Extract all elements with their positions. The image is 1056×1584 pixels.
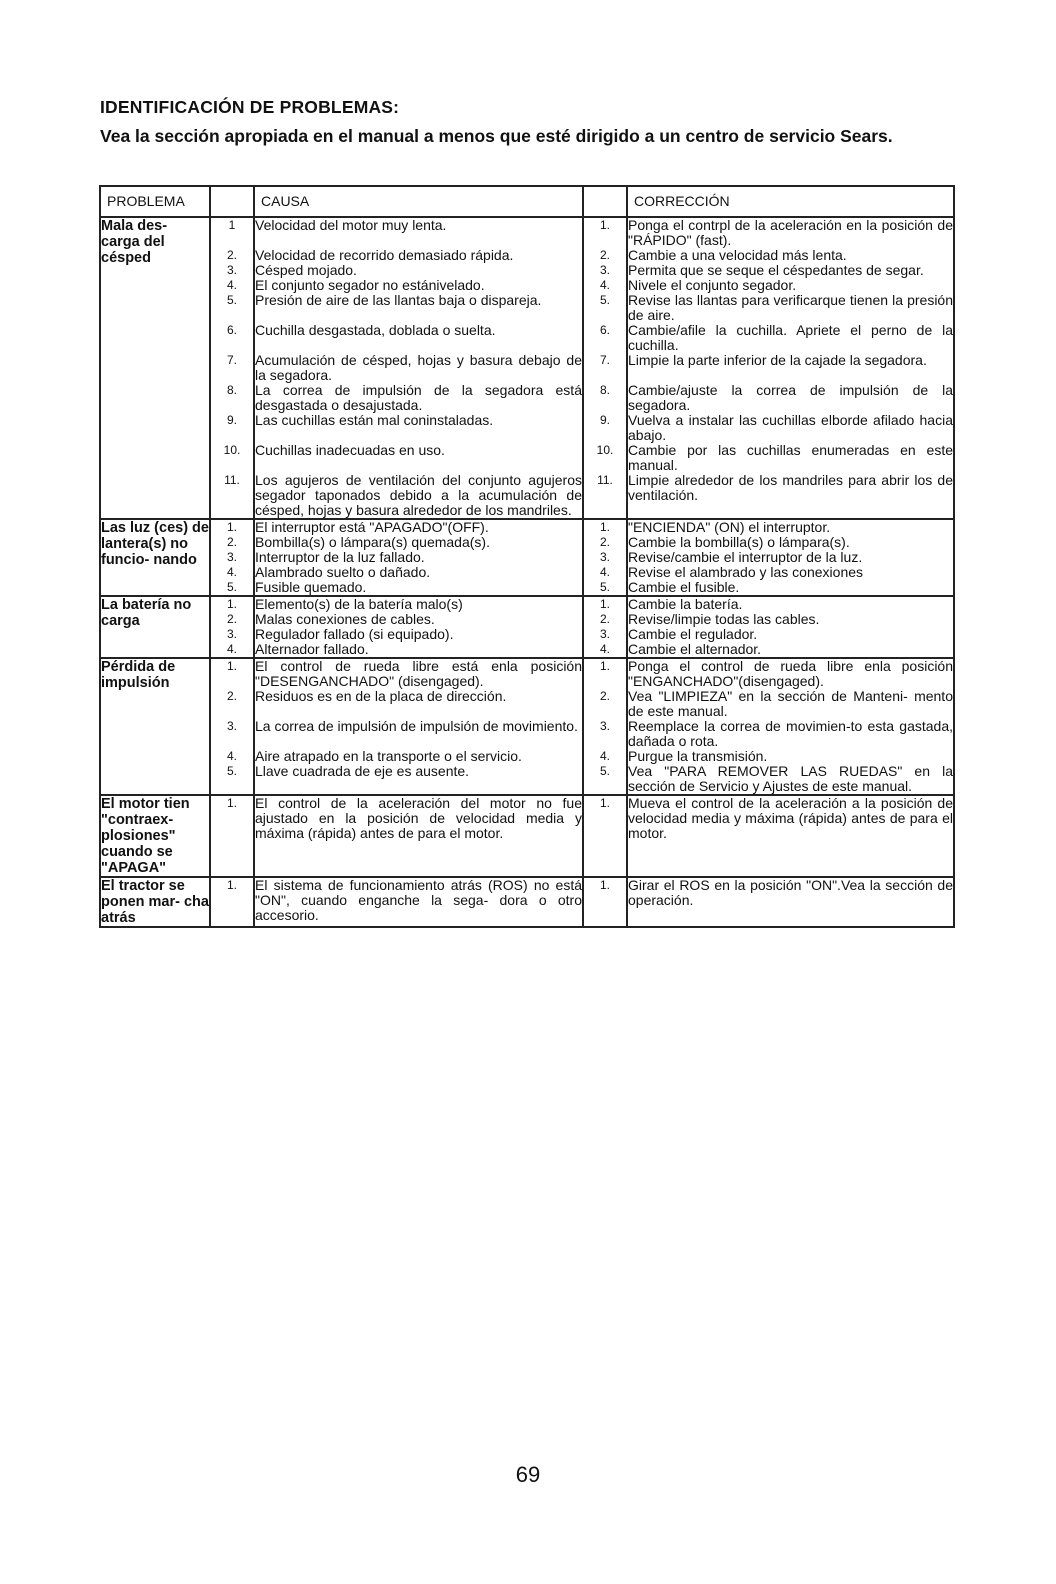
table-row xyxy=(100,473,954,519)
correction-text: Cambie por las cuchillas enumeradas en este manual. xyxy=(628,442,953,473)
correction-text: Vuelva a instalar las cuchillas elborde afilado hacia abajo. xyxy=(628,412,953,443)
correction-number: 1. xyxy=(583,877,627,927)
cause-text: Las cuchillas están mal coninstaladas. xyxy=(254,413,583,443)
correction-text: Vea "LIMPIEZA" en la sección de Manteni- mento de este manual. xyxy=(628,688,953,719)
cause-number: 11. xyxy=(210,473,254,519)
cause-number: 3. xyxy=(210,263,254,278)
table-row xyxy=(100,248,954,263)
table-row xyxy=(100,627,954,642)
cause-number: 1. xyxy=(210,658,254,689)
cause-text: El interruptor está "APAGADO"(OFF). xyxy=(254,519,583,535)
table-row xyxy=(100,764,954,795)
cause-number: 1. xyxy=(210,795,254,877)
cause-number: 2. xyxy=(210,612,254,627)
problem-cell: Mala des- carga del césped xyxy=(100,217,210,519)
cause-number: 5. xyxy=(210,764,254,795)
problem-cell: Las luz (ces) de lantera(s) no funcio- nando xyxy=(100,519,210,596)
cause-text: El control de rueda libre está enla posición "DESENGANCHADO" (disengaged). xyxy=(255,658,582,689)
cause-number: 4. xyxy=(210,642,254,658)
correction-number: 9. xyxy=(583,413,627,443)
cause-text: Interruptor de la luz fallado. xyxy=(254,550,583,565)
header-correction-number xyxy=(583,186,627,217)
problem-cell: El tractor se ponen mar- cha atrás xyxy=(101,878,209,926)
correction-number: 3. xyxy=(583,719,627,749)
correction-number: 1. xyxy=(583,795,627,877)
cause-text: Cuchillas inadecuadas en uso. xyxy=(254,443,583,473)
correction-text: Revise/limpie todas las cables. xyxy=(627,612,954,627)
correction-text: Cambie el regulador. xyxy=(627,627,954,642)
correction-number: 10. xyxy=(583,443,627,473)
cause-number: 1. xyxy=(210,596,254,612)
cause-number: 1. xyxy=(210,877,254,927)
table-header-row xyxy=(100,186,954,217)
table-row xyxy=(100,353,954,383)
correction-text: Limpie la parte inferior de la cajade la segadora. xyxy=(627,353,954,383)
header-cause-number xyxy=(210,186,254,217)
correction-number: 4. xyxy=(583,278,627,293)
table-row xyxy=(100,580,954,596)
problem-cell: El motor tien "contraex- plosiones" cuando se "APAGA" xyxy=(100,795,210,877)
table-row xyxy=(100,642,954,658)
correction-number: 2. xyxy=(583,612,627,627)
cause-number: 3. xyxy=(210,719,254,749)
table-row xyxy=(100,565,954,580)
table-row xyxy=(100,383,954,413)
table-row xyxy=(100,877,954,927)
cause-number: 2. xyxy=(210,535,254,550)
table-row xyxy=(100,550,954,565)
cause-text: Acumulación de césped, hojas y basura debajo de la segadora. xyxy=(255,352,582,383)
cause-number: 4. xyxy=(210,565,254,580)
correction-number: 1. xyxy=(583,658,627,689)
cause-number: 1. xyxy=(210,519,254,535)
troubleshooting-table xyxy=(99,185,955,928)
cause-text: Bombilla(s) o lámpara(s) quemada(s). xyxy=(254,535,583,550)
header-cause: CAUSA xyxy=(254,186,583,217)
problem-cell: Pérdida de impulsión xyxy=(100,658,210,795)
correction-number: 3. xyxy=(583,263,627,278)
cause-text: Alambrado suelto o dañado. xyxy=(254,565,583,580)
correction-number: 11. xyxy=(583,473,627,519)
cause-text: La correa de impulsión de la segadora está desgastada o desajustada. xyxy=(255,382,582,413)
cause-number: 10. xyxy=(210,443,254,473)
cause-number: 8. xyxy=(210,383,254,413)
cause-text: Regulador fallado (si equipado). xyxy=(254,627,583,642)
correction-text: Cambie la batería. xyxy=(627,596,954,612)
table-row xyxy=(100,535,954,550)
correction-text: Ponga el control de rueda libre enla posición "ENGANCHADO"(disengaged). xyxy=(628,658,953,689)
correction-text: Cambie a una velocidad más lenta. xyxy=(627,248,954,263)
correction-text: Nivele el conjunto segador. xyxy=(627,278,954,293)
cause-text: Elemento(s) de la batería malo(s) xyxy=(254,596,583,612)
table-row xyxy=(100,749,954,764)
correction-text: Purgue la transmisión. xyxy=(627,749,954,764)
correction-number: 2. xyxy=(583,248,627,263)
correction-text: Cambie la bombilla(s) o lámpara(s). xyxy=(627,535,954,550)
correction-number: 4. xyxy=(583,749,627,764)
correction-text: Limpie alrededor de los mandriles para abrir los de ventilación. xyxy=(627,473,954,519)
cause-number: 3. xyxy=(210,627,254,642)
correction-text: Permita que se seque el céspedantes de segar. xyxy=(627,263,954,278)
cause-text: Velocidad de recorrido demasiado rápida. xyxy=(254,248,583,263)
table-body xyxy=(100,217,954,927)
correction-number: 3. xyxy=(583,550,627,565)
cause-number: 4. xyxy=(210,278,254,293)
cause-text: Llave cuadrada de eje es ausente. xyxy=(254,764,583,795)
cause-text: Los agujeros de ventilación del conjunto agujeros segador taponados debido a la acumulación de césped, hojas y basura alrededor de los mandriles. xyxy=(255,472,582,518)
header-problem: PROBLEMA xyxy=(100,186,210,217)
page-number: 69 xyxy=(515,1462,541,1487)
cause-text: Aire atrapado en la transporte o el servicio. xyxy=(254,749,583,764)
page-heading: IDENTIFICACIÓN DE PROBLEMAS: xyxy=(100,97,400,117)
cause-text: Residuos es en de la placa de dirección. xyxy=(254,689,583,719)
correction-text: Cambie/ajuste la correa de impulsión de la segadora. xyxy=(628,382,953,413)
correction-number: 1. xyxy=(583,519,627,535)
correction-number: 1. xyxy=(583,596,627,612)
cause-text: Fusible quemado. xyxy=(254,580,583,596)
cause-number: 2. xyxy=(210,689,254,719)
cause-number: 7. xyxy=(210,353,254,383)
correction-number: 2. xyxy=(583,535,627,550)
problem-cell: La batería no carga xyxy=(100,596,210,658)
table-row xyxy=(100,443,954,473)
table-row xyxy=(100,795,954,877)
correction-text: Ponga el contrpl de la aceleración en la posición de "RÁPIDO" (fast). xyxy=(628,217,953,248)
correction-number: 2. xyxy=(583,689,627,719)
correction-number: 4. xyxy=(583,565,627,580)
correction-text: Cambie/afile la cuchilla. Apriete el perno de la cuchilla. xyxy=(628,322,953,353)
correction-text: "ENCIENDA" (ON) el interruptor. xyxy=(627,519,954,535)
correction-text: Revise/cambie el interruptor de la luz. xyxy=(627,550,954,565)
cause-text: Cuchilla desgastada, doblada o suelta. xyxy=(254,323,583,353)
correction-text: Cambie el fusible. xyxy=(627,580,954,596)
correction-number: 5. xyxy=(583,293,627,323)
cause-text: Velocidad del motor muy lenta. xyxy=(254,217,583,248)
correction-number: 7. xyxy=(583,353,627,383)
page-subheading: Vea la sección apropiada en el manual a menos que esté dirigido a un centro de servicio Sears. xyxy=(100,126,893,146)
table-row xyxy=(100,413,954,443)
correction-number: 5. xyxy=(583,764,627,795)
correction-text: Reemplace la correa de movimien-to esta gastada, dañada o rota. xyxy=(628,718,953,749)
correction-text: Mueva el control de la aceleración a la posición de velocidad media y máxima (rápida) antes de para el motor. xyxy=(627,795,954,877)
table-row xyxy=(100,323,954,353)
table-row xyxy=(100,293,954,323)
cause-text: Alternador fallado. xyxy=(254,642,583,658)
table-row xyxy=(100,278,954,293)
correction-number: 5. xyxy=(583,580,627,596)
correction-number: 1. xyxy=(583,217,627,248)
cause-text: Césped mojado. xyxy=(254,263,583,278)
table-row xyxy=(100,263,954,278)
cause-number: 9. xyxy=(210,413,254,443)
correction-number: 6. xyxy=(583,323,627,353)
correction-text: Revise las llantas para verificarque tienen la presión de aire. xyxy=(628,292,953,323)
correction-text: Girar el ROS en la posición "ON".Vea la sección de operación. xyxy=(627,877,954,927)
correction-number: 4. xyxy=(583,642,627,658)
table-row xyxy=(100,719,954,749)
correction-text: Revise el alambrado y las conexiones xyxy=(627,565,954,580)
cause-number: 1 xyxy=(210,217,254,248)
cause-number: 2. xyxy=(210,248,254,263)
cause-text: El sistema de funcionamiento atrás (ROS) no está "ON", cuando enganche la sega- dora o otro accesorio. xyxy=(254,877,583,927)
table-row xyxy=(100,217,954,248)
table-row xyxy=(100,612,954,627)
cause-number: 5. xyxy=(210,293,254,323)
correction-text: Vea "PARA REMOVER LAS RUEDAS" en la sección de Servicio y Ajustes de este manual. xyxy=(628,763,953,794)
table-row xyxy=(100,596,954,612)
correction-text: Cambie el alternador. xyxy=(627,642,954,658)
cause-text: El control de la aceleración del motor no fue ajustado en la posición de velocidad media y máxima (rápida) antes de para el motor. xyxy=(254,795,583,877)
cause-number: 6. xyxy=(210,323,254,353)
correction-number: 8. xyxy=(583,383,627,413)
cause-number: 3. xyxy=(210,550,254,565)
table-row xyxy=(100,658,954,689)
table-row xyxy=(100,519,954,535)
cause-number: 5. xyxy=(210,580,254,596)
cause-text: El conjunto segador no estánivelado. xyxy=(254,278,583,293)
cause-number: 4. xyxy=(210,749,254,764)
header-correction: CORRECCIÓN xyxy=(627,186,954,217)
table-row xyxy=(100,689,954,719)
cause-text: Presión de aire de las llantas baja o dispareja. xyxy=(254,293,583,323)
cause-text: Malas conexiones de cables. xyxy=(254,612,583,627)
correction-number: 3. xyxy=(583,627,627,642)
cause-text: La correa de impulsión de impulsión de movimiento. xyxy=(254,719,583,749)
